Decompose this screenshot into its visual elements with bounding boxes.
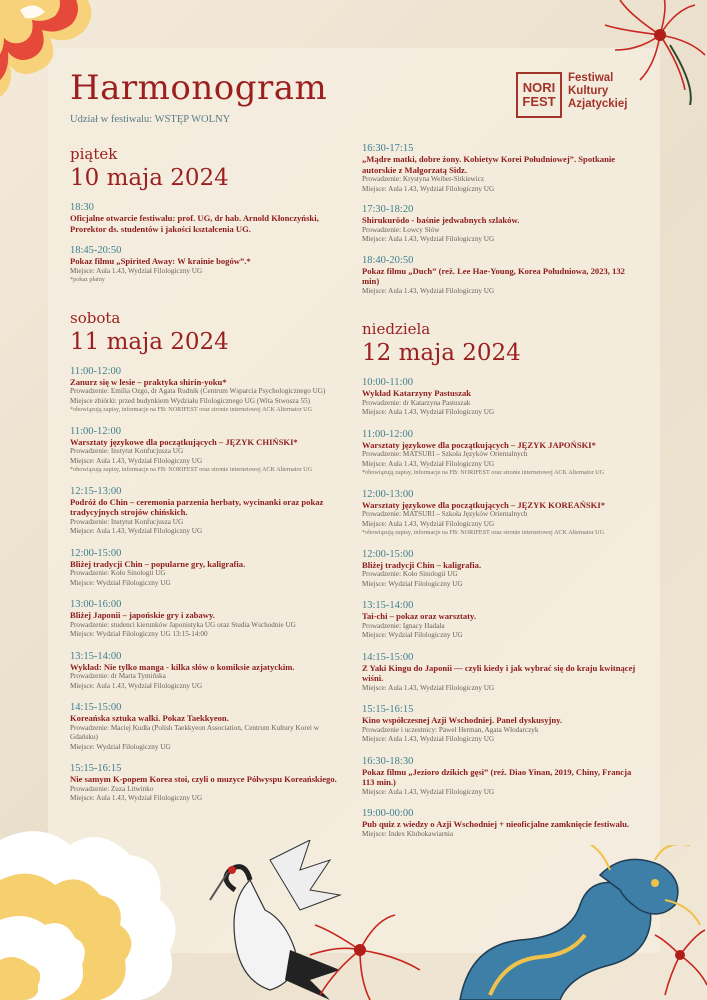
- page-subtitle: Udział w festiwalu: WSTĘP WOLNY: [70, 114, 231, 125]
- event-list: [70, 366, 345, 804]
- event-name: Zanurz się w lesie – praktyka shirin-yoku*: [70, 376, 227, 387]
- event-detail: Miejsce: Aula 1.43, Wydział Filologiczny UG: [362, 735, 495, 743]
- red-spider-lily-bottom: [300, 900, 440, 1000]
- day-name: piątek: [70, 145, 118, 163]
- norifest-logo-mark: [516, 72, 562, 118]
- event-time: 14:15-15:00: [362, 651, 414, 663]
- event-detail: Miejsce: Aula 1.43, Wydział Filologiczny UG: [362, 519, 495, 528]
- event-name: Pokaz filmu „Spirited Away: W krainie bogów”.*: [70, 256, 251, 266]
- day-saturday: [70, 309, 345, 804]
- event-time: 15:15-16:15: [362, 704, 414, 715]
- blue-dragon: [450, 845, 707, 1000]
- event-time: 12:00-15:00: [362, 548, 414, 560]
- event-note: *obowiązują zapisy, informacje na FB: NORIFEST oraz stronie internetowej ACK Alternator UG: [70, 466, 313, 473]
- event-time: 18:30: [70, 202, 94, 213]
- event-item: [70, 651, 345, 692]
- event-item: [362, 489, 637, 538]
- event-detail: Miejsce: Aula 1.43, Wydział Filologiczny UG: [362, 787, 495, 796]
- event-item: [362, 756, 637, 798]
- day-sunday: [362, 320, 637, 839]
- event-time: 13:15-14:00: [70, 650, 122, 662]
- event-item: [70, 763, 345, 804]
- day-friday: [70, 145, 345, 285]
- event-list: [70, 202, 345, 285]
- event-detail: Miejsce: Aula 1.43, Wydział Filologiczny UG: [70, 266, 203, 275]
- event-item: [70, 202, 345, 234]
- event-item: [362, 255, 637, 297]
- page-title: Harmonogram: [70, 68, 328, 108]
- event-note: *pokaz płatny: [70, 276, 105, 283]
- event-time: 14:15-15:00: [70, 702, 122, 713]
- event-detail: Prowadzenie: Instytut Konfucjusza UG: [70, 517, 184, 526]
- event-time: 15:15-16:15: [70, 763, 122, 774]
- event-detail: Prowadzenie: MATSURI – Szkoła Języków Orientalnych: [362, 450, 528, 458]
- event-item: [362, 429, 637, 478]
- event-time: 11:00-12:00: [70, 425, 121, 437]
- event-name: „Mądre matki, dobre żony. Kobietyw Korei Południowej”. Spotkanie autorskie z Małgorzatą Sidz.: [362, 154, 616, 175]
- logo-line-1: NORI: [522, 80, 556, 95]
- logo-text-line-3: Azjatyckiej: [568, 98, 628, 110]
- event-item: [362, 377, 637, 418]
- event-time: 11:00-12:00: [70, 365, 121, 377]
- event-name: Wykład Katarzyny Pastuszak: [362, 388, 472, 398]
- event-item: [362, 549, 637, 590]
- event-name: Pokaz filmu „Jezioro dzikich gęsi” (reż. Diao Yinan, 2019, Chiny, Francja 113 min.): [362, 766, 632, 787]
- event-detail: Miejsce: Aula 1.43, Wydział Filologiczny UG: [362, 286, 495, 295]
- logo-text-line-2: Kultury: [568, 85, 609, 97]
- event-time: 16:30-18:30: [362, 755, 414, 767]
- event-detail: Prowadzenie: Ignacy Hadała: [362, 621, 445, 630]
- event-name: Pub quiz z wiedzy o Azji Wschodniej + nieoficjalne zamknięcie festiwalu.: [362, 819, 630, 829]
- event-detail: Miejsce: Aula 1.43, Wydział Filologiczny UG: [70, 527, 203, 535]
- event-detail: Miejsce: Wydział Filologiczny UG: [362, 631, 463, 639]
- event-name: Z Yaki Kingu do Japonii — czyli kiedy i jak wybrać się do kraju kwitnącej wiśni.: [362, 662, 636, 683]
- event-name: Koreańska sztuka walki. Pokaz Taekkyeon.: [70, 713, 229, 723]
- event-item: [362, 652, 637, 694]
- event-time: 11:00-12:00: [362, 428, 413, 440]
- event-detail: Miejsce: Aula 1.43, Wydział Filologiczny UG: [70, 456, 203, 465]
- event-detail: Miejsce: Wydział Filologiczny UG: [362, 579, 463, 588]
- event-item: [70, 486, 345, 537]
- event-time: 18:40-20:50: [362, 254, 414, 266]
- event-note: *obowiązują zapisy, informacje na FB: NORIFEST oraz stronie internetowej ACK Alternator UG: [362, 469, 605, 476]
- event-detail: Prowadzenie: Emilia Ozgo, dr Agata Rudnik (Centrum Wsparcia Psychologicznego UG): [70, 387, 326, 395]
- event-time: 13:15-14:00: [362, 600, 414, 611]
- event-item: [362, 600, 637, 641]
- event-name: Podróż do Chin – ceremonia parzenia herbaty, wycinanki oraz pokaz tradycyjnych strojów chińskich.: [70, 496, 324, 517]
- event-detail: Miejsce: Aula 1.43, Wydział Filologiczny UG: [70, 794, 203, 802]
- event-time: 10:00-11:00: [362, 377, 413, 388]
- event-list-saturday-continued: [362, 143, 637, 296]
- logo-text: [568, 72, 658, 111]
- event-detail: Prowadzenie: dr Katarzyna Pastuszak: [362, 398, 471, 407]
- logo-text-line-1: Festiwal: [568, 72, 614, 84]
- event-time: 12:00-13:00: [362, 488, 414, 500]
- event-item: [362, 204, 637, 245]
- schedule-right-column: [362, 143, 637, 839]
- festival-logo: [516, 72, 628, 118]
- event-time: 17:30-18:20: [362, 204, 414, 215]
- event-detail: Miejsce: Aula 1.43, Wydział Filologiczny UG: [362, 683, 495, 692]
- event-detail: Prowadzenie: dr Marta Tymińska: [70, 672, 166, 680]
- event-detail: Prowadzenie i uczestnicy: Paweł Herman, Agata Włodarczyk: [362, 725, 539, 734]
- event-name: Warsztaty językowe dla początkujących – JĘZYK JAPOŃSKI*: [362, 439, 596, 450]
- event-detail: Prowadzenie: Łowcy Słów: [362, 225, 440, 234]
- day-name: niedziela: [362, 320, 431, 338]
- event-note: *obowiązują zapisy, informacje na FB: NORIFEST oraz stronie internetowej ACK Alternator UG: [362, 529, 605, 536]
- event-detail: Miejsce zbiórki: przed budynkiem Wydziału Filologicznego UG (Wita Stwosza 55): [70, 396, 311, 405]
- event-detail: Miejsce: Wydział Filologiczny UG 13:15-14:00: [70, 630, 208, 638]
- event-name: Pokaz filmu „Duch” (reż. Lee Hae-Young, Korea Południowa, 2023, 132 min): [362, 265, 625, 286]
- event-item: [70, 245, 345, 285]
- event-time: 16:30-17:15: [362, 143, 414, 154]
- event-name: Nie samym K-popem Korea stoi, czyli o muzyce Półwyspu Koreańskiego.: [70, 774, 337, 784]
- event-detail: Miejsce: Aula 1.43, Wydział Filologiczny UG: [70, 681, 203, 690]
- event-detail: Miejsce: Aula 1.43, Wydział Filologiczny UG: [362, 184, 495, 193]
- event-detail: Prowadzenie: Instytut Konfucjusza UG: [70, 447, 184, 455]
- logo-line-2: FEST: [522, 94, 556, 109]
- event-detail: Prowadzenie: Koło Sinologii UG: [70, 569, 166, 577]
- event-time: 18:45-20:50: [70, 245, 122, 256]
- event-name: Shirukurōdo - baśnie jedwabnych szlaków.: [362, 215, 520, 225]
- event-item: [362, 808, 637, 839]
- event-item: [70, 702, 345, 752]
- event-detail: Prowadzenie: Koło Sinologii UG: [362, 570, 458, 578]
- event-name: Bliżej tradycji Chin – kaligrafia.: [362, 559, 482, 570]
- event-item: [362, 704, 637, 745]
- event-detail: Miejsce: Aula 1.43, Wydział Filologiczny UG: [362, 235, 495, 243]
- schedule-left-column: [70, 145, 345, 804]
- event-time: 12:00-15:00: [70, 547, 122, 559]
- event-name: Tai-chi – pokaz oraz warsztaty.: [362, 611, 477, 621]
- event-time: 19:00-00:00: [362, 808, 414, 819]
- event-item: [362, 143, 637, 194]
- event-detail: Miejsce: Aula 1.43, Wydział Filologiczny UG: [362, 408, 495, 416]
- event-name: Bliżej tradycji Chin – popularne gry, kaligrafia.: [70, 558, 246, 569]
- event-name: Warsztaty językowe dla początkujących – JĘZYK CHIŃSKI*: [70, 436, 298, 447]
- event-name: Wykład: Nie tylko manga - kilka słów o komiksie azjatyckim.: [70, 661, 295, 672]
- event-detail: Miejsce: Index Klubokawiarnia: [362, 829, 454, 838]
- event-name: Warsztaty językowe dla początkujących – JĘZYK KOREAŃSKI*: [362, 499, 606, 510]
- event-detail: Prowadzenie: Maciej Kudła (Polish Taekkyeon Association, Centrum Kultury Korei w Gdańsku): [70, 723, 319, 741]
- event-item: [70, 366, 345, 415]
- event-name: Bliżej Japonii – japońskie gry i zabawy.: [70, 610, 215, 620]
- event-item: [70, 599, 345, 640]
- event-item: [70, 426, 345, 475]
- day-date: 12 maja 2024: [362, 340, 521, 366]
- cloud-ornament-bottom-left: [0, 820, 190, 1000]
- event-detail: Prowadzenie: MATSURI – Szkoła Języków Orientalnych: [362, 510, 528, 518]
- event-detail: Miejsce: Wydział Filologiczny UG: [70, 578, 171, 587]
- event-name: Kino współczesnej Azji Wschodniej. Panel dyskusyjny.: [362, 715, 563, 725]
- day-date: 10 maja 2024: [70, 165, 229, 191]
- day-date: 11 maja 2024: [70, 328, 229, 355]
- event-detail: Miejsce: Aula 1.43, Wydział Filologiczny UG: [362, 459, 495, 468]
- event-time: 12:15-13:00: [70, 485, 122, 497]
- event-name: Oficjalne otwarcie festiwalu: prof. UG, dr hab. Arnold Kłonczyński, Prorektor ds. studentów i jakości kształcenia UG.: [70, 213, 319, 234]
- event-detail: Prowadzenie: Zuza Litwinko: [70, 784, 154, 793]
- event-detail: Prowadzenie: Krystyna Weiber-Sitkiewicz: [362, 175, 485, 183]
- event-list: [362, 377, 637, 839]
- event-detail: Miejsce: Wydział Filologiczny UG: [70, 742, 171, 751]
- event-detail: Prowadzenie: studenci kierunków Japonistyka UG oraz Studia Wschodnie UG: [70, 620, 296, 629]
- day-name: sobota: [70, 308, 121, 327]
- event-note: *obowiązują zapisy, informacje na FB: NORIFEST oraz stronie internetowej ACK Alternator UG: [70, 406, 313, 413]
- event-item: [70, 548, 345, 589]
- event-time: 13:00-16:00: [70, 599, 122, 610]
